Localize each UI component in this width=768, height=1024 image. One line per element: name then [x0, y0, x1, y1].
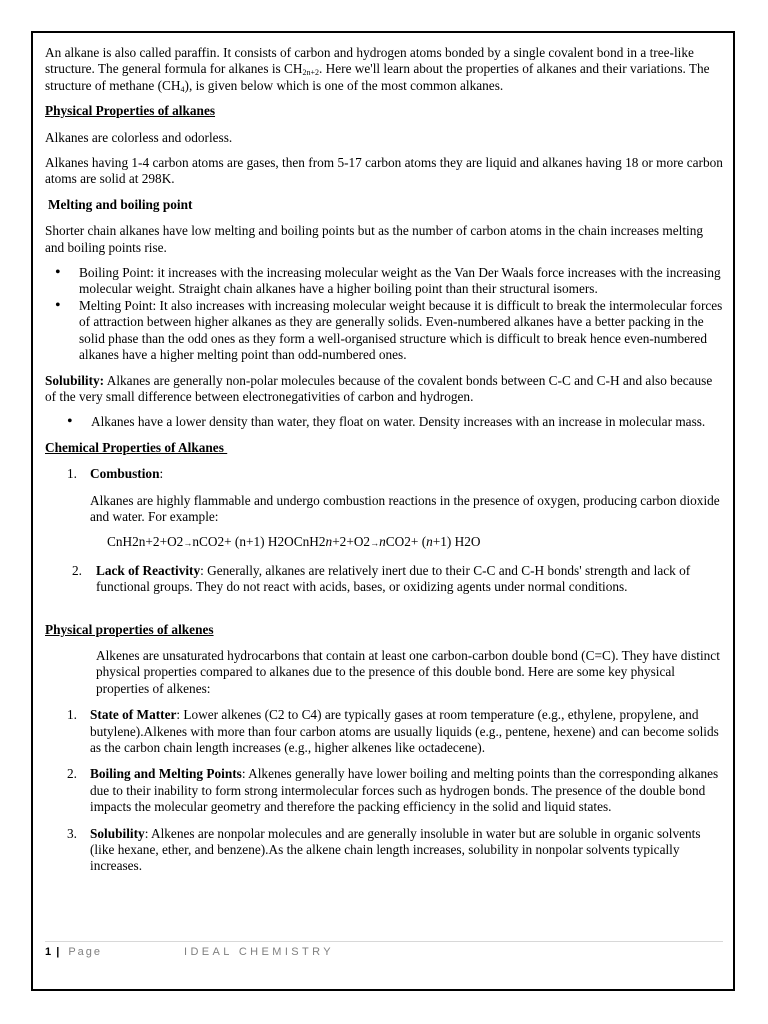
- footer-separator: |: [56, 946, 60, 958]
- list-item-boiling-melting: 2. Boiling and Melting Points: Alkenes generally have lower boiling and melting points than the corresponding alkanes due to their inability to form strong intermolecular forces such as hydrogen bonds. The presence of the double bond impacts the molecular geometry and therefore the packing efficiency in the solid and liquid states.: [67, 766, 719, 815]
- page-footer: [45, 941, 723, 958]
- arrow-icon: →: [370, 538, 380, 549]
- heading-physical-alkanes: Physical Properties of alkanes: [45, 103, 216, 119]
- list-item-lack-of-reactivity: 2. Lack of Reactivity: Generally, alkanes are relatively inert due to their C-C and C-H bonds' strength and lack of functional groups. They do not react with acids, bases, or oxidizing agents under normal conditions.: [72, 562, 691, 595]
- paragraph-chain-length: Shorter chain alkanes have low melting and boiling points but as the number of carbon atoms in the chain increases melting and boiling points rise.: [45, 223, 704, 255]
- arrow-icon: →: [183, 538, 193, 549]
- bullet-list-points: [45, 265, 725, 363]
- bullet-density: • Alkanes have a lower density than water, they float on water. Density increases with an increase in molecular mass.: [45, 414, 725, 430]
- heading-physical-alkenes: Physical properties of alkenes: [45, 621, 214, 637]
- paragraph-states: Alkanes having 1-4 carbon atoms are gases, then from 5-17 carbon atoms they are liquid and alkanes having 18 or more carbon atoms are solid at 298K.: [45, 155, 723, 187]
- paragraph-combustion: Alkanes are highly flammable and undergo combustion reactions in the presence of oxygen, producing carbon dioxide and water. For example:: [90, 492, 720, 524]
- footer-brand: IDEAL CHEMISTRY: [184, 946, 335, 958]
- paragraph-solubility: Solubility: Alkanes are generally non-polar molecules because of the covalent bonds between C-C and C-H and also because of the very small difference between electronegativities of carbon and hydrogen.: [45, 372, 713, 404]
- intro-paragraph: An alkane is also called paraffin. It consists of carbon and hydrogen atoms bonded by a single covalent bond in a tree-like structure. The general formula for alkanes is $CH_{2n+2}$. Here we'll learn about the properties of alkanes and their variations. The structure of methane $(CH_4)$, is given below which is one of the most common alkanes.: [45, 45, 710, 94]
- paragraph-alkenes-intro: Alkenes are unsaturated hydrocarbons that contain at least one carbon-carbon double bond (C=C). They have distinct physical properties compared to alkanes due to the presence of this double bond. Here are some key physical properties of alkenes:: [96, 647, 720, 696]
- list-item-state-of-matter: 1. State of Matter: Lower alkenes (C2 to C4) are typically gases at room temperature (e.g., ethylene, propylene, and butylene).Alkenes with more than four carbon atoms are usually liquids (e.g., pentene, hexene) and can become solids as the carbon chain length increases (e.g., higher alkenes like octadecene).: [67, 707, 719, 755]
- bullet-melting-point: • Melting Point: It also increases with increasing molecular weight because it is difficult to break the intermolecular forces of attraction between higher alkanes as they are generally solids. Even-numbered alkanes have a better packing in the solid phase than the odd ones as they form a well-organised structure which is difficult to break hence even-numbered alkanes have a higher melting point than odd-numbered ones.: [45, 298, 725, 364]
- paragraph-colorless: Alkanes are colorless and odorless.: [45, 129, 233, 145]
- page-number: 1: [45, 946, 52, 958]
- list-item-combustion: 1. Combustion:: [67, 466, 164, 482]
- bullet-list-density: [45, 414, 725, 430]
- heading-melting-boiling: Melting and boiling point: [48, 196, 193, 212]
- list-item-solubility: 3. Solubility: Alkenes are nonpolar molecules and are generally insoluble in water but are soluble in organic solvents (like hexane, ether, and benzene).As the alkene chain length increases, solubility in nonpolar solvents typically increases.: [67, 825, 701, 874]
- document-body: [45, 45, 725, 885]
- heading-chemical-alkanes: Chemical Properties of Alkanes: [45, 439, 228, 455]
- combustion-formula: CnH2n+2+O2→nCO2+ (n+1) H2OCnH2n+2+O2→nCO2+ (n+1) H2O: [107, 534, 481, 550]
- bullet-boiling-point: • Boiling Point: it increases with the increasing molecular weight as the Van Der Waals force increases with the increasing molecular weight. Straight chain alkanes have a higher boiling point than their structural isomers.: [45, 265, 725, 298]
- page-label: Page: [68, 946, 103, 958]
